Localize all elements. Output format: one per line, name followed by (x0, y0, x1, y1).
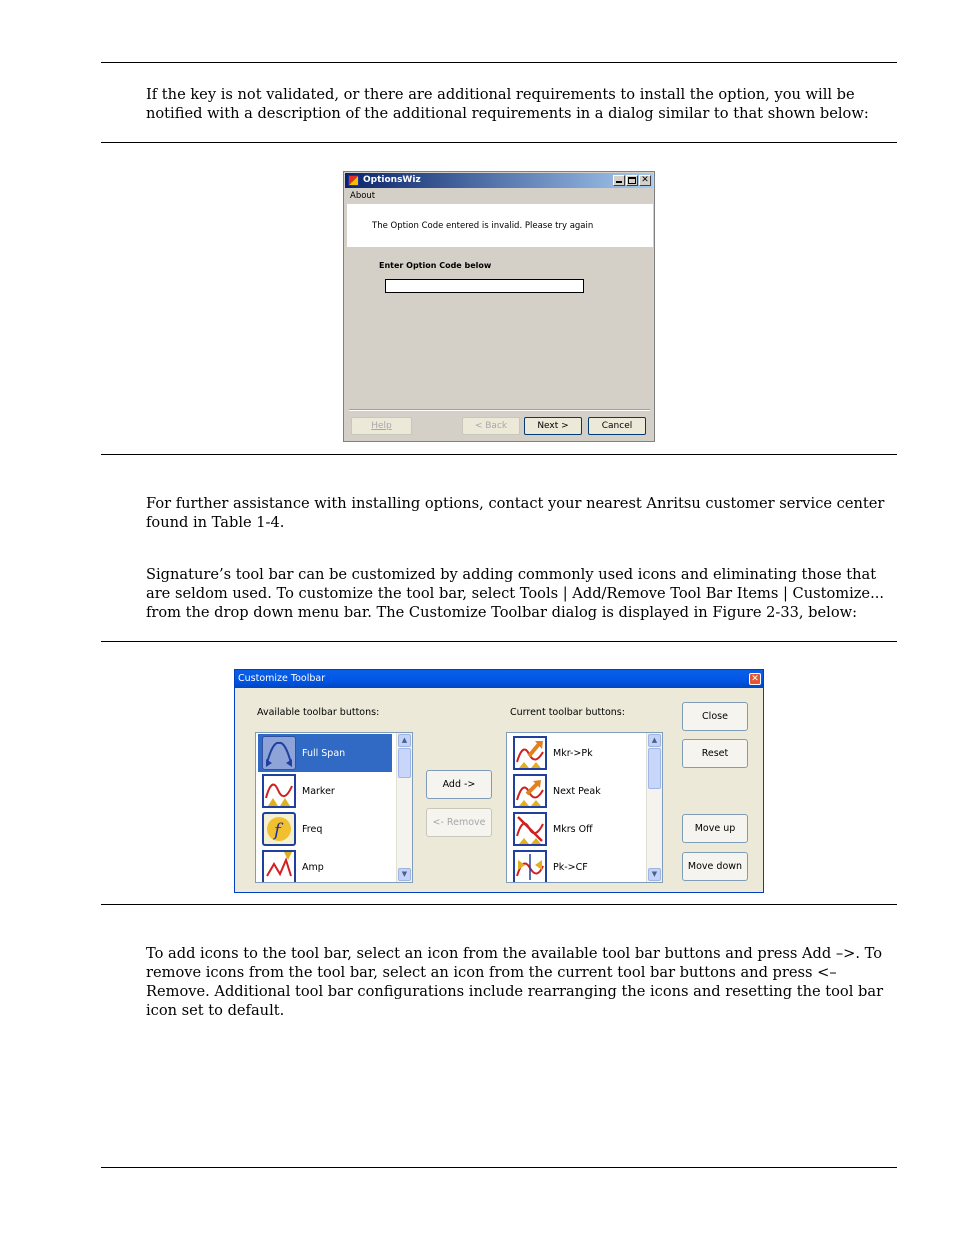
pk-to-cf-icon (513, 850, 547, 883)
option-code-label: Enter Option Code below (379, 261, 492, 270)
mkr-to-pk-icon (513, 736, 547, 770)
options-wizard-titlebar (345, 173, 653, 188)
list-item-freq[interactable] (258, 810, 392, 848)
paragraph-not-validated: If the key is not validated, or there are additional requirements to install the option, you will be notified with a description of the additional requirements in a dialog similar to that shown below: (146, 86, 869, 122)
footer-rule (101, 1167, 897, 1168)
bottom-separator (349, 409, 650, 411)
list-item-label: Next Peak (553, 786, 601, 797)
menu-about[interactable]: About (350, 191, 376, 201)
scroll-up-icon[interactable]: ▲ (648, 734, 661, 747)
close-icon[interactable]: ✕ (639, 175, 651, 186)
error-message: The Option Code entered is invalid. Please try again (372, 221, 594, 231)
customize-toolbar-dialog (234, 669, 764, 893)
list-item-label: Mkr->Pk (553, 748, 593, 759)
scroll-down-icon[interactable]: ▼ (648, 868, 661, 881)
list-item-pk-cf[interactable] (509, 848, 643, 883)
close-button[interactable]: Close (682, 702, 748, 731)
paragraph-assistance: For further assistance with installing options, contact your nearest Anritsu customer service center found in Table 1-4. (146, 495, 885, 531)
amp-icon (262, 850, 296, 883)
minimize-icon[interactable] (613, 175, 625, 186)
available-label: Available toolbar buttons: (257, 707, 380, 718)
full-span-icon (262, 736, 296, 770)
next-peak-icon (513, 774, 547, 808)
move-up-button[interactable]: Move up (682, 814, 748, 843)
mkrs-off-icon (513, 812, 547, 846)
available-list[interactable] (255, 732, 413, 883)
scroll-thumb[interactable] (648, 748, 661, 789)
current-list[interactable] (506, 732, 663, 883)
list-item-label: Freq (302, 824, 323, 835)
option-code-input[interactable] (385, 279, 584, 293)
list-item-label: Mkrs Off (553, 824, 593, 835)
paragraph-customize: Signature’s tool bar can be customized by adding commonly used icons and eliminating those that are seldom used. To customize the tool bar, select Tools | Add/Remove Tool Bar Items | Customize... from the drop down menu bar. The Customize Toolbar dialog is displayed in Figure 2-33, below: (146, 566, 884, 621)
help-button[interactable]: Help (351, 417, 412, 435)
current-scrollbar[interactable] (646, 733, 662, 882)
back-button[interactable]: < Back (462, 417, 520, 435)
top-rule (101, 62, 897, 63)
paragraph-add-remove: To add icons to the tool bar, select an icon from the available tool bar buttons and press Add –>. To remove icons from the tool bar, select an icon from the current tool bar buttons and press <– Remove. Additional tool bar configurations include rearranging the icons and resetting the tool bar icon set to default. (146, 945, 884, 1019)
message-panel (347, 204, 653, 247)
customize-titlebar (235, 670, 763, 688)
reset-button[interactable]: Reset (682, 739, 748, 768)
list-item-next-peak[interactable] (509, 772, 643, 810)
cancel-button[interactable]: Cancel (588, 417, 646, 435)
svg-text:f: f (274, 820, 281, 841)
app-icon (348, 175, 359, 186)
list-item-label: Pk->CF (553, 862, 588, 873)
current-label: Current toolbar buttons: (510, 707, 625, 718)
figure2-top-rule (101, 641, 897, 642)
figure-top-rule (101, 142, 897, 143)
close-icon[interactable]: ✕ (749, 673, 761, 685)
list-item-label: Full Span (302, 748, 346, 759)
list-item-label: Marker (302, 786, 335, 797)
list-item-label: Amp (302, 862, 324, 873)
scroll-down-icon[interactable]: ▼ (398, 868, 411, 881)
scroll-thumb[interactable] (398, 748, 411, 778)
customize-title: Customize Toolbar (238, 673, 326, 684)
next-button[interactable]: Next > (524, 417, 582, 435)
add-button[interactable]: Add -> (426, 770, 492, 799)
list-item-full-span[interactable] (258, 734, 392, 772)
remove-button[interactable]: <- Remove (426, 808, 492, 837)
maximize-icon[interactable] (626, 175, 638, 186)
available-scrollbar[interactable] (396, 733, 412, 882)
list-item-mkrs-off[interactable] (509, 810, 643, 848)
options-wizard-dialog (343, 171, 655, 442)
list-item-marker[interactable] (258, 772, 392, 810)
list-item-amp[interactable] (258, 848, 392, 883)
list-item-mkr-pk[interactable] (509, 734, 643, 772)
freq-icon (262, 812, 296, 846)
scroll-up-icon[interactable]: ▲ (398, 734, 411, 747)
options-wizard-title: OptionsWiz (363, 175, 421, 185)
move-down-button[interactable]: Move down (682, 852, 748, 881)
figure-bottom-rule (101, 454, 897, 455)
figure2-bottom-rule (101, 904, 897, 905)
marker-icon (262, 774, 296, 808)
